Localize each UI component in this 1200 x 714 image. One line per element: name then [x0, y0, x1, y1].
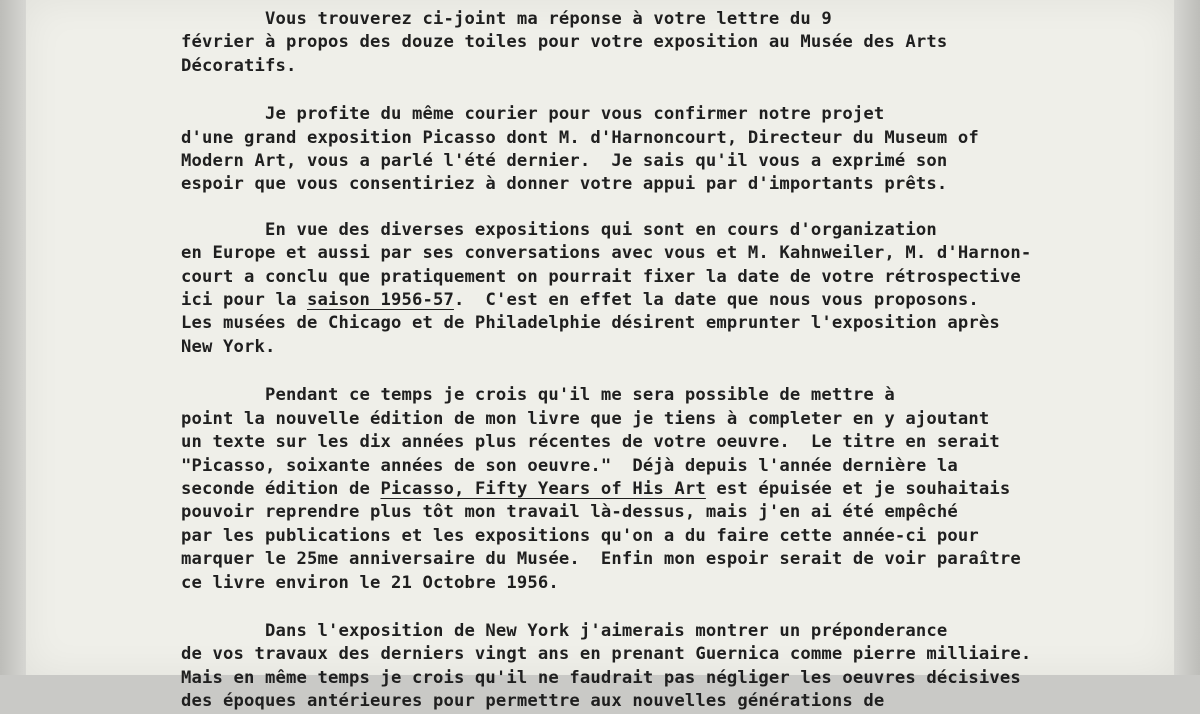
text-segment: . C'est en effet la date que nous vous proposons.	[453, 290, 979, 311]
text-segment: ici pour la	[181, 290, 307, 311]
paragraph-5	[181, 620, 1141, 714]
paragraph-2	[181, 103, 1141, 197]
text-line	[181, 289, 1141, 312]
text-line: par les publications et les expositions qu'on a du faire cette année-ci pour	[181, 525, 979, 546]
text-line: un texte sur les dix années plus récentes de votre oeuvre. Le titre en serait	[181, 432, 1000, 453]
text-line: marquer le 25me anniversaire du Musée. Enfin mon espoir serait de voir paraître	[181, 549, 1021, 570]
text-segment: est épuisée et je souhaitais	[705, 478, 1011, 499]
scan-edge-right	[1174, 0, 1200, 675]
letter-body	[181, 8, 1141, 714]
letter-page	[26, 0, 1174, 712]
text-line: en Europe et aussi par ses conversations avec vous et M. Kahnweiler, M. d'Harnon-	[181, 243, 1032, 264]
scan-edge-left	[0, 0, 26, 675]
text-line: de vos travaux des derniers vingt ans en prenant Guernica comme pierre milliaire.	[181, 644, 1032, 665]
paragraph-4	[181, 384, 1141, 595]
text-segment: seconde édition de	[181, 478, 381, 499]
text-line: des époques antérieures pour permettre aux nouvelles générations de	[181, 691, 885, 712]
text-line: ce livre environ le 21 Octobre 1956.	[181, 572, 559, 593]
text-line: d'une grand exposition Picasso dont M. d'Harnoncourt, Directeur du Museum of	[181, 127, 979, 148]
underlined-book-title: Picasso, Fifty Years of His Art	[380, 478, 706, 499]
text-line: espoir que vous consentiriez à donner votre appui par d'importants prêts.	[181, 174, 948, 195]
paragraph-1	[181, 8, 1141, 78]
text-line: New York.	[181, 336, 276, 357]
underlined-date: saison 1956-57	[306, 290, 454, 311]
text-line: Décoratifs.	[181, 55, 297, 76]
text-line	[181, 478, 1141, 501]
text-line: En vue des diverses expositions qui sont en cours d'organization	[181, 219, 937, 240]
text-line: "Picasso, soixante années de son oeuvre." Déjà depuis l'année dernière la	[181, 455, 958, 476]
text-line: février à propos des douze toiles pour votre exposition au Musée des Arts	[181, 32, 948, 53]
text-line: court a conclu que pratiquement on pourrait fixer la date de votre rétrospective	[181, 266, 1021, 287]
text-line: pouvoir reprendre plus tôt mon travail là-dessus, mais j'en ai été empêché	[181, 502, 958, 523]
text-line: Mais en même temps je crois qu'il ne faudrait pas négliger les oeuvres décisives	[181, 667, 1021, 688]
text-line: point la nouvelle édition de mon livre que je tiens à completer en y ajoutant	[181, 408, 990, 429]
text-line: Pendant ce temps je crois qu'il me sera possible de mettre à	[181, 385, 895, 406]
text-line: Vous trouverez ci-joint ma réponse à votre lettre du 9	[181, 9, 832, 29]
text-line: Dans l'exposition de New York j'aimerais montrer un préponderance	[181, 620, 948, 641]
text-line: Modern Art, vous a parlé l'été dernier. Je sais qu'il vous a exprimé son	[181, 151, 948, 172]
paragraph-3	[181, 219, 1141, 359]
text-line: Je profite du même courier pour vous confirmer notre projet	[181, 104, 885, 125]
text-line: Les musées de Chicago et de Philadelphie désirent emprunter l'exposition après	[181, 313, 1000, 334]
